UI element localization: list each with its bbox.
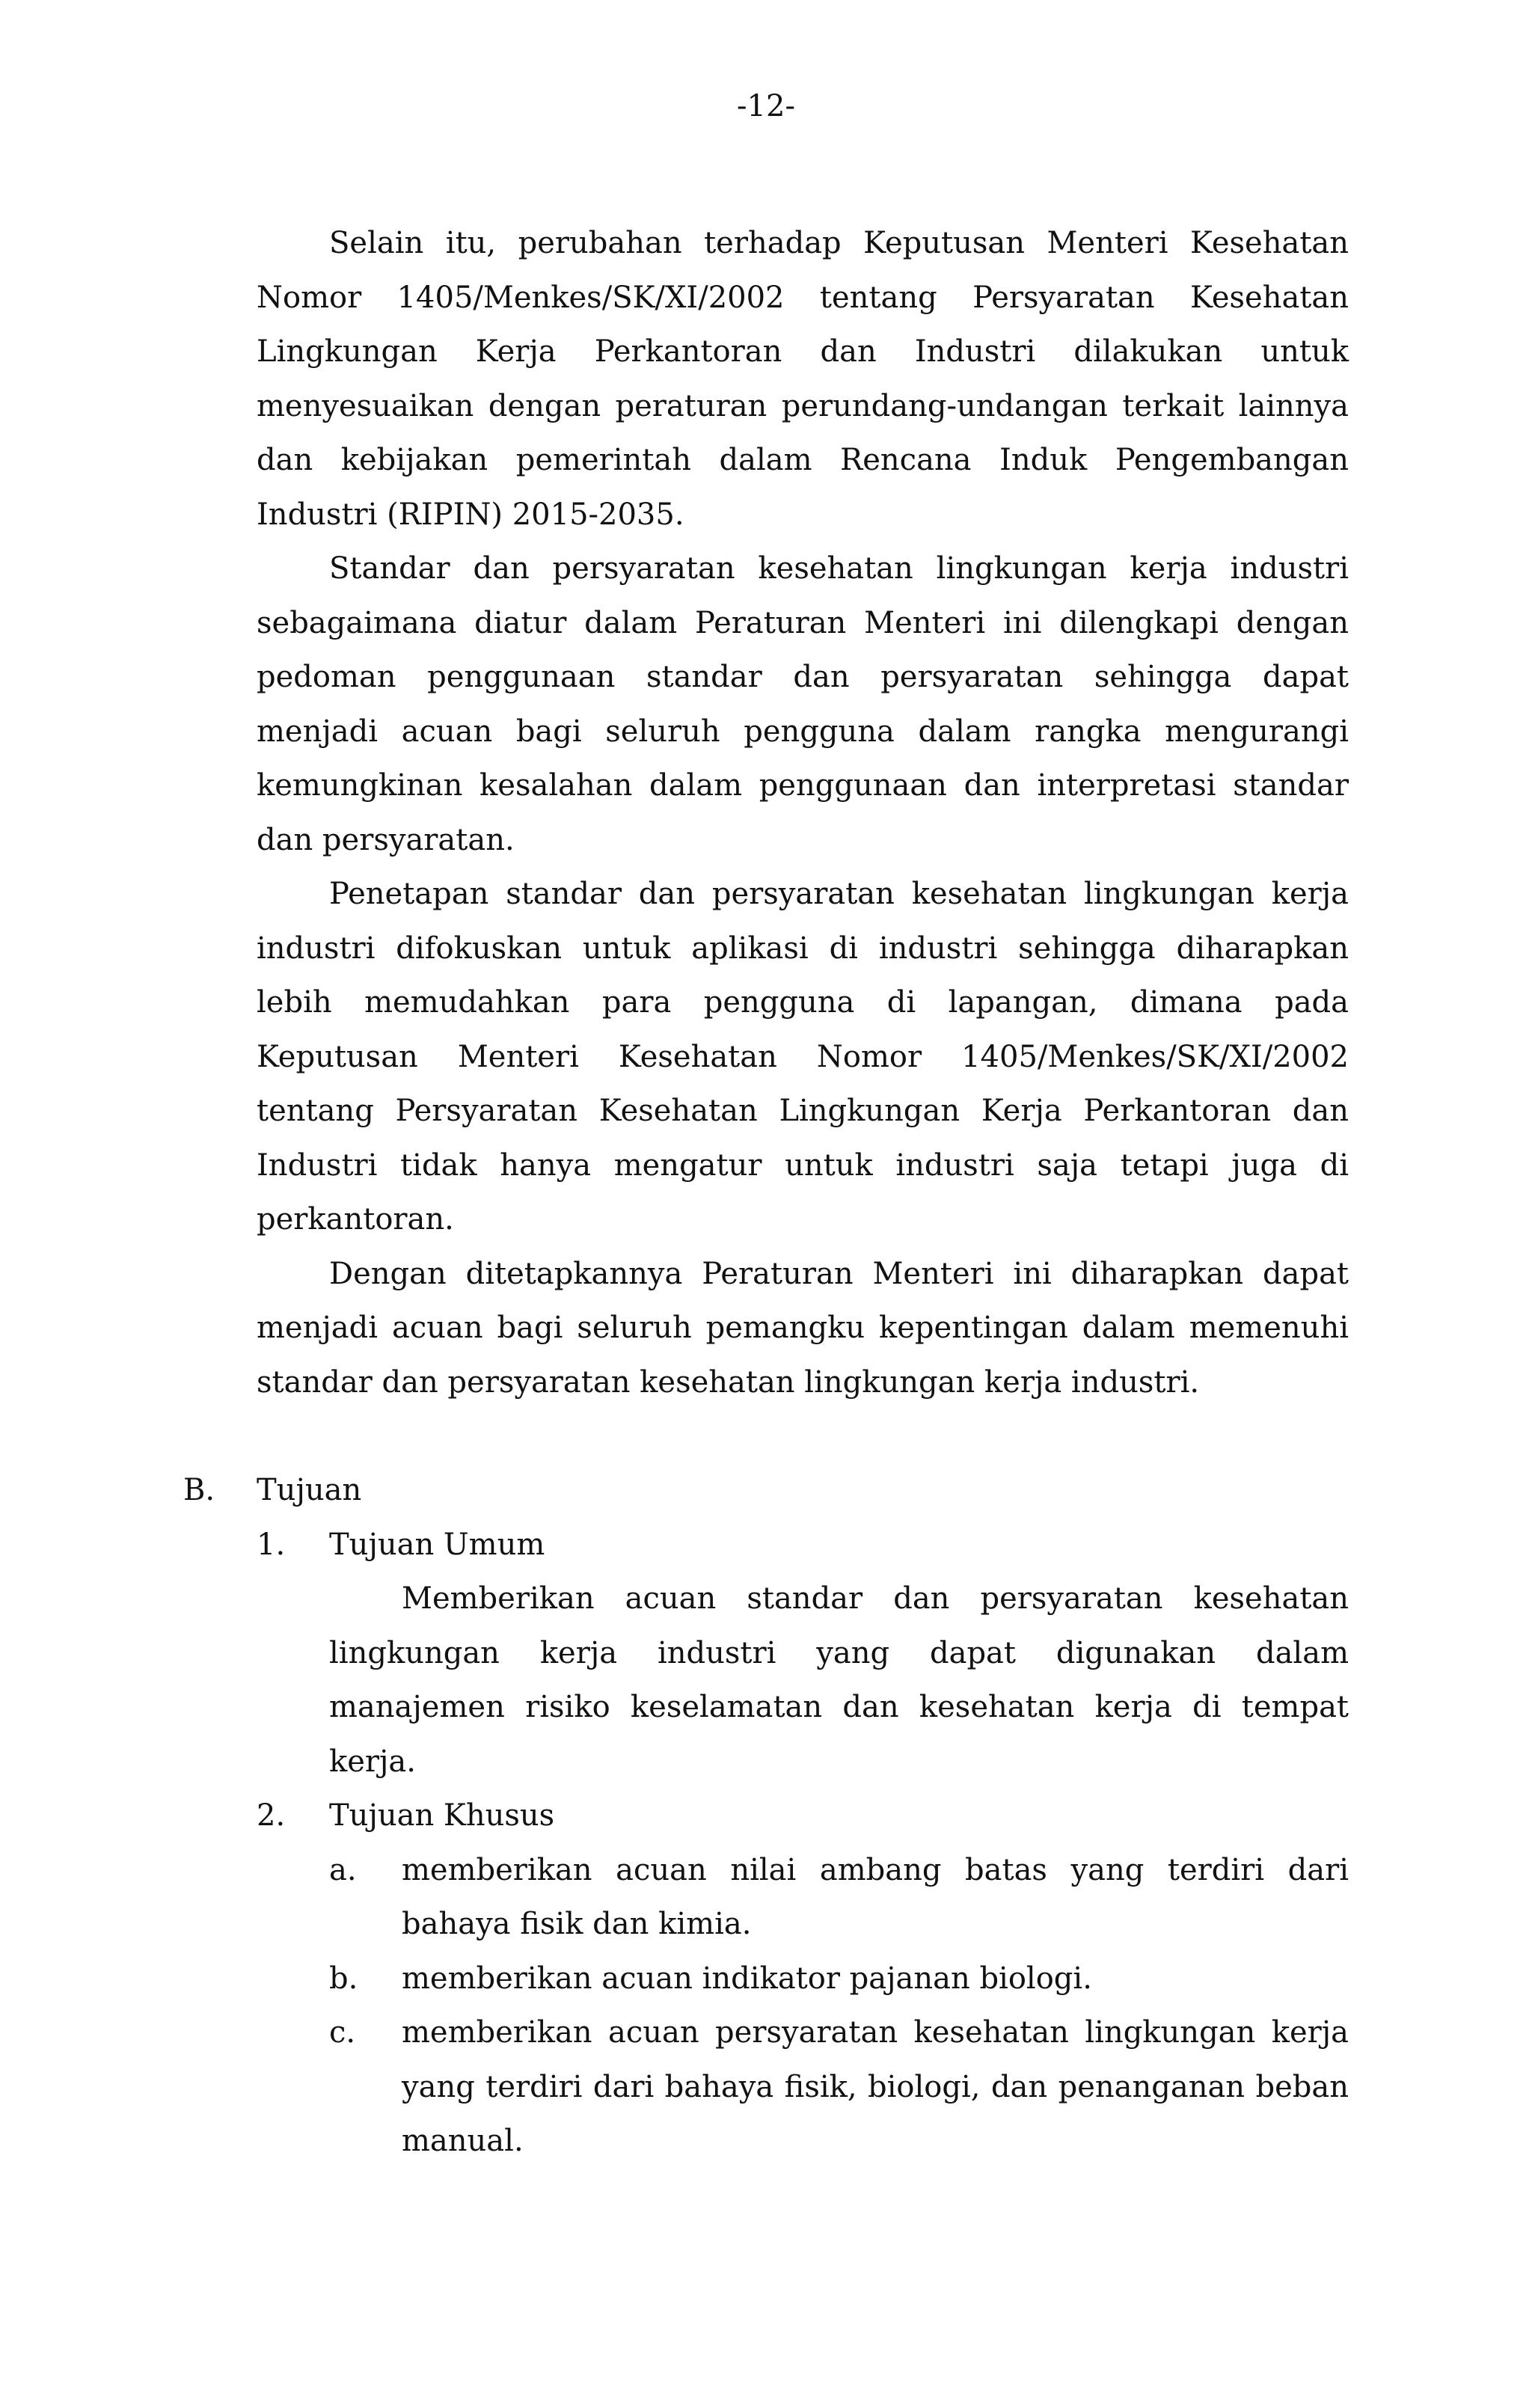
list-item-title: Tujuan Umum	[329, 1527, 545, 1562]
sub-list-item	[329, 2006, 1349, 2169]
sub-list-letter: a.	[329, 1852, 357, 1887]
list-item-number: 1.	[257, 1527, 286, 1562]
list-item-title: Tujuan Khusus	[329, 1798, 555, 1833]
sub-list-item	[329, 1843, 1349, 1952]
section-letter: B.	[183, 1473, 215, 1507]
list-item-number: 2.	[257, 1798, 286, 1833]
sub-list-text: memberikan acuan nilai ambang batas yang terdiri dari bahaya fisik dan kimia.	[402, 1852, 1349, 1941]
list-item	[257, 1518, 1349, 1789]
paragraph: Penetapan standar dan persyaratan kesehatan lingkungan kerja industri difokuskan untuk aplikasi di industri sehingga diharapkan lebih memudahkan para pengguna di lapangan, dimana pada Keputusan Menteri Kesehatan Nomor 1405/Menkes/SK/XI/2002 tentang Persyaratan Kesehatan Lingkungan Kerja Perkantoran dan Industri tidak hanya mengatur untuk industri saja tetapi juga di perkantoran.	[257, 877, 1349, 1237]
sub-list-letter: b.	[329, 1961, 358, 1996]
document-body	[183, 216, 1349, 2169]
sub-list	[329, 1843, 1349, 2169]
list-item	[257, 1789, 1349, 2169]
sub-list-letter: c.	[329, 2015, 356, 2050]
paragraph: Standar dan persyaratan kesehatan lingkungan kerja industri sebagaimana diatur dalam Peraturan Menteri ini dilengkapi dengan pedoman penggunaan standar dan persyaratan sehingga dapat menjadi acuan bagi seluruh pengguna dalam rangka mengurangi kemungkinan kesalahan dalam penggunaan dan interpretasi standar dan persyaratan.	[257, 551, 1349, 857]
section-title: Tujuan	[257, 1473, 362, 1507]
sub-list-text: memberikan acuan indikator pajanan biologi.	[402, 1961, 1092, 1996]
list-item-paragraph: Memberikan acuan standar dan persyaratan kesehatan lingkungan kerja industri yang dapat digunakan dalam manajemen risiko keselamatan dan kesehatan kerja di tempat kerja.	[329, 1581, 1349, 1779]
sub-list-text: memberikan acuan persyaratan kesehatan lingkungan kerja yang terdiri dari bahaya fisik, biologi, dan penanganan beban manual.	[402, 2015, 1349, 2158]
section-heading	[183, 1463, 1349, 1518]
paragraph: Selain itu, perubahan terhadap Keputusan Menteri Kesehatan Nomor 1405/Menkes/SK/XI/2002 tentang Persyaratan Kesehatan Lingkungan Kerja Perkantoran dan Industri dilakukan untuk menyesuaikan dengan peraturan perundang-undangan terkait lainnya dan kebijakan pemerintah dalam Rencana Induk Pengembangan Industri (RIPIN) 2015-2035.	[257, 226, 1349, 532]
page-number: -12-	[737, 89, 795, 123]
sub-list-item	[329, 1952, 1349, 2006]
paragraph: Dengan ditetapkannya Peraturan Menteri ini diharapkan dapat menjadi acuan bagi seluruh pemangku kepentingan dalam memenuhi standar dan persyaratan kesehatan lingkungan kerja industri.	[257, 1256, 1349, 1400]
